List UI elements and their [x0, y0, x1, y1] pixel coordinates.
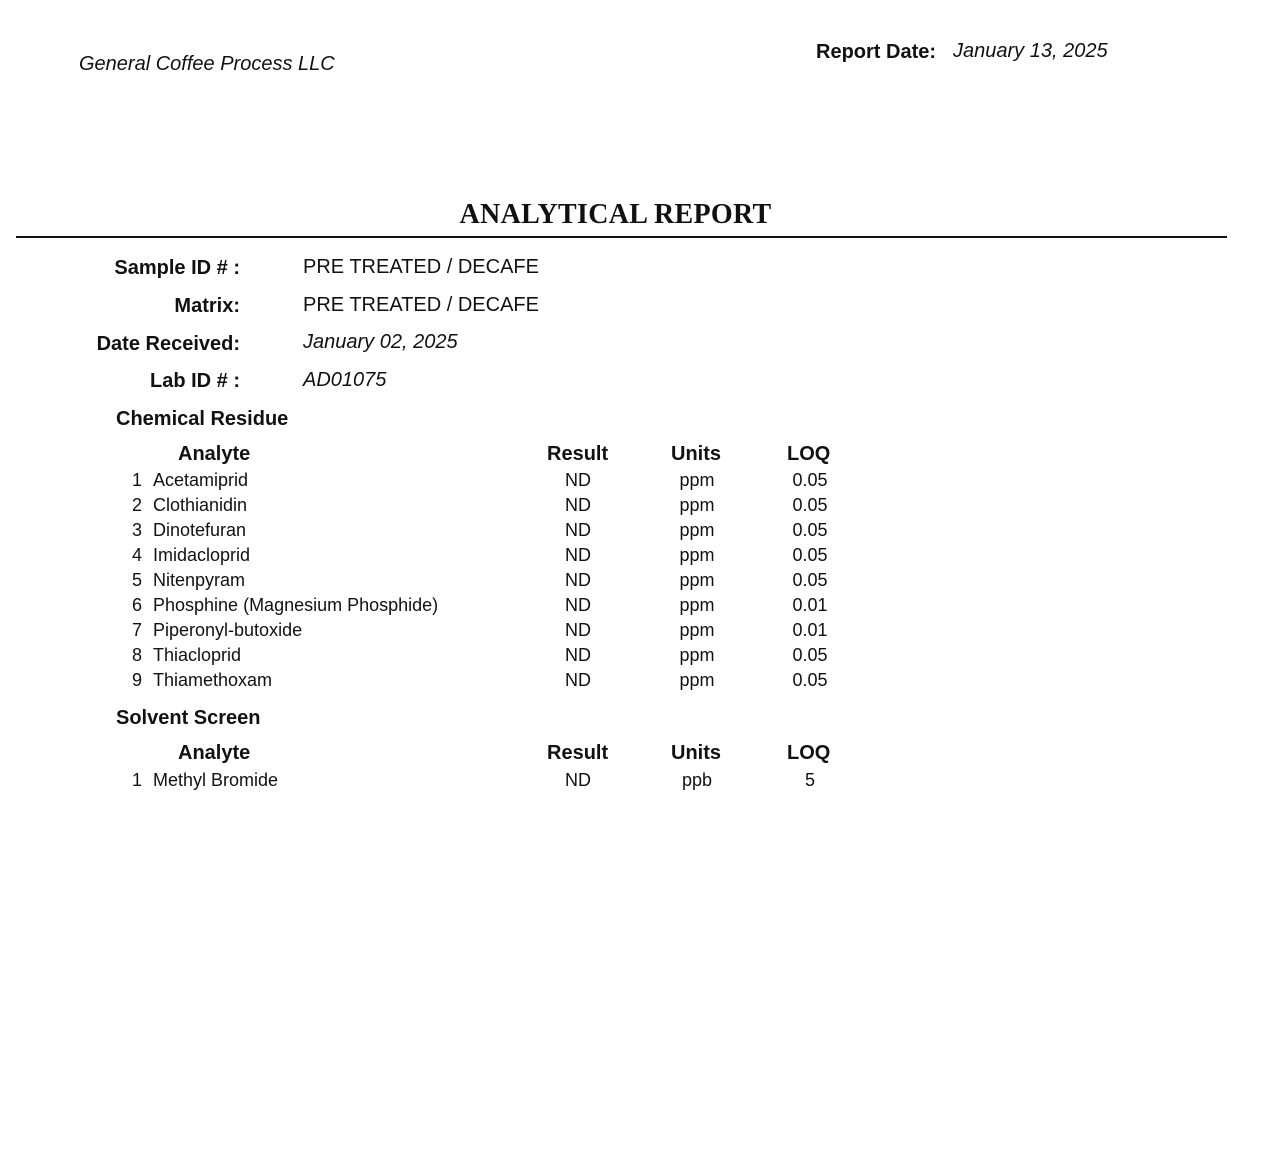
analyte-name: Phosphine (Magnesium Phosphide): [153, 595, 439, 615]
company-name: General Coffee Process LLC: [79, 53, 335, 75]
matrix-label: Matrix:: [174, 295, 240, 317]
result-value: ND: [565, 470, 591, 490]
date-received-label: Date Received:: [96, 333, 240, 355]
solvent-header-analyte: Analyte: [178, 742, 251, 764]
loq-value: 0.05: [792, 495, 828, 515]
units-value: ppm: [679, 495, 715, 515]
row-number: 6: [131, 595, 142, 615]
row-number: 3: [131, 520, 142, 540]
lab-id-label: Lab ID # :: [149, 370, 240, 392]
units-value: ppm: [679, 595, 715, 615]
solvent-header-loq: LOQ: [787, 742, 831, 764]
report-date-label: Report Date:: [816, 41, 937, 63]
row-number: 4: [131, 545, 142, 565]
result-value: ND: [565, 770, 591, 790]
result-value: ND: [565, 595, 591, 615]
units-value: ppm: [679, 520, 715, 540]
units-value: ppm: [679, 620, 715, 640]
result-value: ND: [565, 520, 591, 540]
loq-value: 0.05: [792, 570, 828, 590]
analyte-name: Piperonyl-butoxide: [153, 620, 303, 640]
result-value: ND: [565, 645, 591, 665]
row-number: 8: [131, 645, 142, 665]
chemical-residue-title: Chemical Residue: [116, 408, 289, 430]
analyte-name: Imidacloprid: [153, 545, 251, 565]
analyte-name: Nitenpyram: [153, 570, 246, 590]
matrix-value: PRE TREATED / DECAFE: [303, 294, 539, 316]
row-number: 2: [131, 495, 142, 515]
chem-header-analyte: Analyte: [178, 443, 251, 465]
lab-id-value: AD01075: [303, 369, 387, 391]
solvent-header-units: Units: [671, 742, 721, 764]
chem-header-units: Units: [671, 443, 721, 465]
loq-value: 5: [804, 770, 815, 790]
loq-value: 0.01: [792, 595, 828, 615]
row-number: 1: [131, 470, 142, 490]
result-value: ND: [565, 620, 591, 640]
loq-value: 0.05: [792, 470, 828, 490]
sample-id-label: Sample ID # :: [114, 257, 240, 279]
units-value: ppm: [679, 645, 715, 665]
analyte-name: Dinotefuran: [153, 520, 247, 540]
units-value: ppm: [679, 670, 715, 690]
units-value: ppm: [679, 545, 715, 565]
row-number: 1: [131, 770, 142, 790]
date-received-value: January 02, 2025: [303, 331, 458, 353]
solvent-header-result: Result: [547, 742, 609, 764]
loq-value: 0.05: [792, 645, 828, 665]
sample-id-value: PRE TREATED / DECAFE: [303, 256, 539, 278]
loq-value: 0.01: [792, 620, 828, 640]
report-date-value: January 13, 2025: [953, 40, 1108, 62]
chem-header-result: Result: [547, 443, 609, 465]
analyte-name: Thiacloprid: [153, 645, 242, 665]
row-number: 5: [131, 570, 142, 590]
solvent-screen-title: Solvent Screen: [116, 707, 261, 729]
title-divider: [16, 236, 1227, 238]
result-value: ND: [565, 570, 591, 590]
analyte-name: Methyl Bromide: [153, 770, 279, 790]
result-value: ND: [565, 495, 591, 515]
result-value: ND: [565, 545, 591, 565]
loq-value: 0.05: [792, 545, 828, 565]
loq-value: 0.05: [792, 670, 828, 690]
result-value: ND: [565, 670, 591, 690]
units-value: ppm: [679, 470, 715, 490]
report-title: ANALYTICAL REPORT: [459, 199, 772, 230]
units-value: ppb: [681, 770, 713, 790]
loq-value: 0.05: [792, 520, 828, 540]
chem-header-loq: LOQ: [787, 443, 831, 465]
analyte-name: Acetamiprid: [153, 470, 249, 490]
units-value: ppm: [679, 570, 715, 590]
row-number: 9: [131, 670, 142, 690]
analyte-name: Thiamethoxam: [153, 670, 273, 690]
analyte-name: Clothianidin: [153, 495, 248, 515]
row-number: 7: [131, 620, 142, 640]
